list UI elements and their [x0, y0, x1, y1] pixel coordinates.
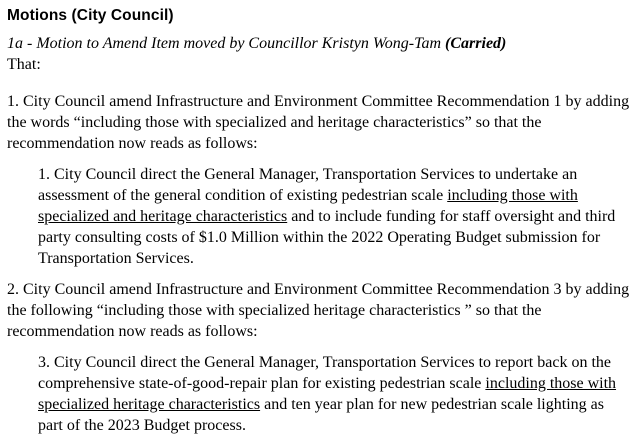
paragraph-text: and to include funding for staff oversight and third party consulting costs of $1.0 Million within the 2022 Operating Budget submission for Transportation Services.: [38, 208, 616, 267]
motion-heading-text: 1a - Motion to Amend Item moved by Councillor Kristyn Wong-Tam: [7, 35, 446, 52]
motion-paragraph: [7, 279, 630, 342]
document-title: Motions (City Council): [7, 7, 174, 24]
amendment-underlined-text: including those with specialized and heritage characteristics: [38, 187, 578, 225]
amendment-underlined-text: including those with specialized heritage characteristics: [38, 375, 617, 413]
motion-paragraph: [7, 91, 630, 154]
recommendation-paragraph: [38, 164, 630, 269]
paragraph-text: 2. City Council amend Infrastructure and Environment Committee Recommendation 3 by adding the following “including those with specialized heritage characteristics ” so that the recommendation now reads as follows:: [7, 281, 630, 340]
motion-heading: [7, 33, 630, 54]
paragraph-text: 3. City Council direct the General Manager, Transportation Services to report back on the comprehensive state-of-good-repair plan for existing pedestrian scale: [38, 354, 611, 392]
paragraph-text: 1. City Council direct the General Manager, Transportation Services to undertake an assessment of the general condition of existing pedestrian scale: [38, 166, 578, 204]
motion-result-carried: (Carried): [445, 35, 507, 52]
motion-paragraphs: [7, 91, 630, 436]
paragraph-text: 1. City Council amend Infrastructure and Environment Committee Recommendation 1 by adding the words “including those with specialized and heritage characteristics” so that the recommendation now reads as follows:: [7, 93, 630, 152]
recommendation-paragraph: [38, 352, 630, 436]
that-label: That:: [7, 56, 41, 73]
paragraph-text: and ten year plan for new pedestrian scale lighting as part of the 2023 Budget process.: [38, 396, 604, 434]
